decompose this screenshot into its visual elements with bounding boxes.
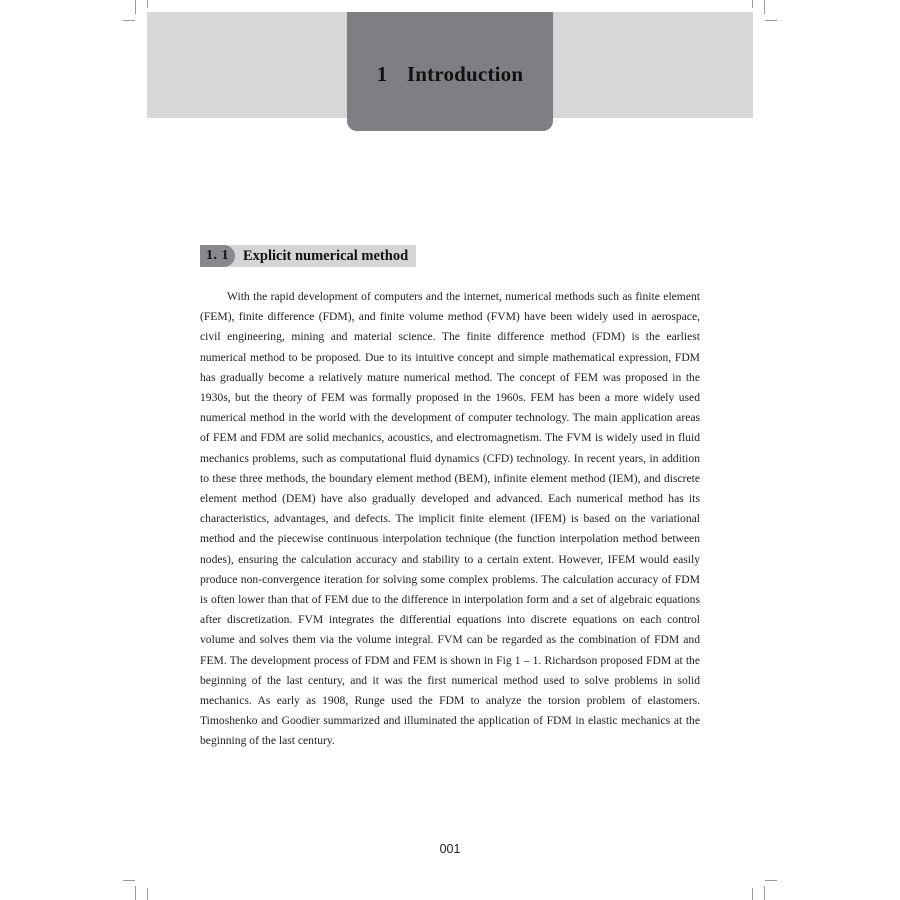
crop-mark-bl-h [123, 880, 135, 881]
crop-mark-tl-v [135, 0, 136, 14]
section-heading [200, 245, 416, 267]
crop-mark-tl-v2 [147, 0, 148, 8]
crop-mark-tr-v2 [752, 0, 753, 8]
crop-mark-tr-v [764, 0, 765, 14]
crop-mark-br-v [764, 886, 765, 900]
body-paragraph: With the rapid development of computers and the internet, numerical methods such as finite element (FEM), finite difference (FDM), and finite volume method (FVM) have been widely used in aerospace, civil engineering, mining and material science. The finite difference method (FDM) is the earliest numerical method to be proposed. Due to its intuitive concept and simple mathematical expression, FDM has gradually become a relatively mature numerical method. The concept of FEM was proposed in the 1930s, but the theory of FEM was formally proposed in the 1960s. FEM has been a more widely used numerical method in the world with the development of computer technology. The main application areas of FEM and FDM are solid mechanics, acoustics, and electromagnetism. The FVM is widely used in fluid mechanics problems, such as computational fluid dynamics (CFD) technology. In recent years, in addition to these three methods, the boundary element method (BEM), infinite element method (IEM), and discrete element method (DEM) have also gradually developed and advanced. Each numerical method has its characteristics, advantages, and defects. The implicit finite element (IFEM) is based on the variational method and the piecewise continuous interpolation technique (the function interpolation method between nodes), ensuring the calculation accuracy and stability to a certain extent. However, IFEM would easily produce non-convergence iteration for solving some complex problems. The calculation accuracy of FDM is often lower than that of FEM due to the difference in interpolation form and a set of algebraic equations after discretization. FVM integrates the differential equations into discrete equations on each control volume and solves them via the volume integral. FVM can be regarded as the combination of FDM and FEM. The development process of FDM and FEM is shown in Fig 1 – 1. Richardson proposed FDM at the beginning of the last century, and it was the first numerical method used to solve problems in solid mechanics. As early as 1908, Runge used the FDM to analyze the torsion problem of elastomers. Timoshenko and Goodier summarized and illuminated the application of FDM in elastic mechanics at the beginning of the last century. [200, 290, 700, 748]
crop-mark-br-v2 [752, 888, 753, 900]
section-title: Explicit numerical method [243, 247, 409, 264]
chapter-title: 1 Introduction [376, 61, 524, 86]
crop-mark-br-h [765, 880, 777, 881]
crop-mark-tl-h [123, 20, 135, 21]
section-number: 1. 1 [200, 245, 235, 267]
page-number: 001 [439, 842, 461, 856]
crop-mark-tr-h [765, 20, 777, 21]
crop-mark-bl-v [135, 886, 136, 900]
crop-mark-bl-v2 [147, 888, 148, 900]
chapter-tab [347, 12, 553, 131]
